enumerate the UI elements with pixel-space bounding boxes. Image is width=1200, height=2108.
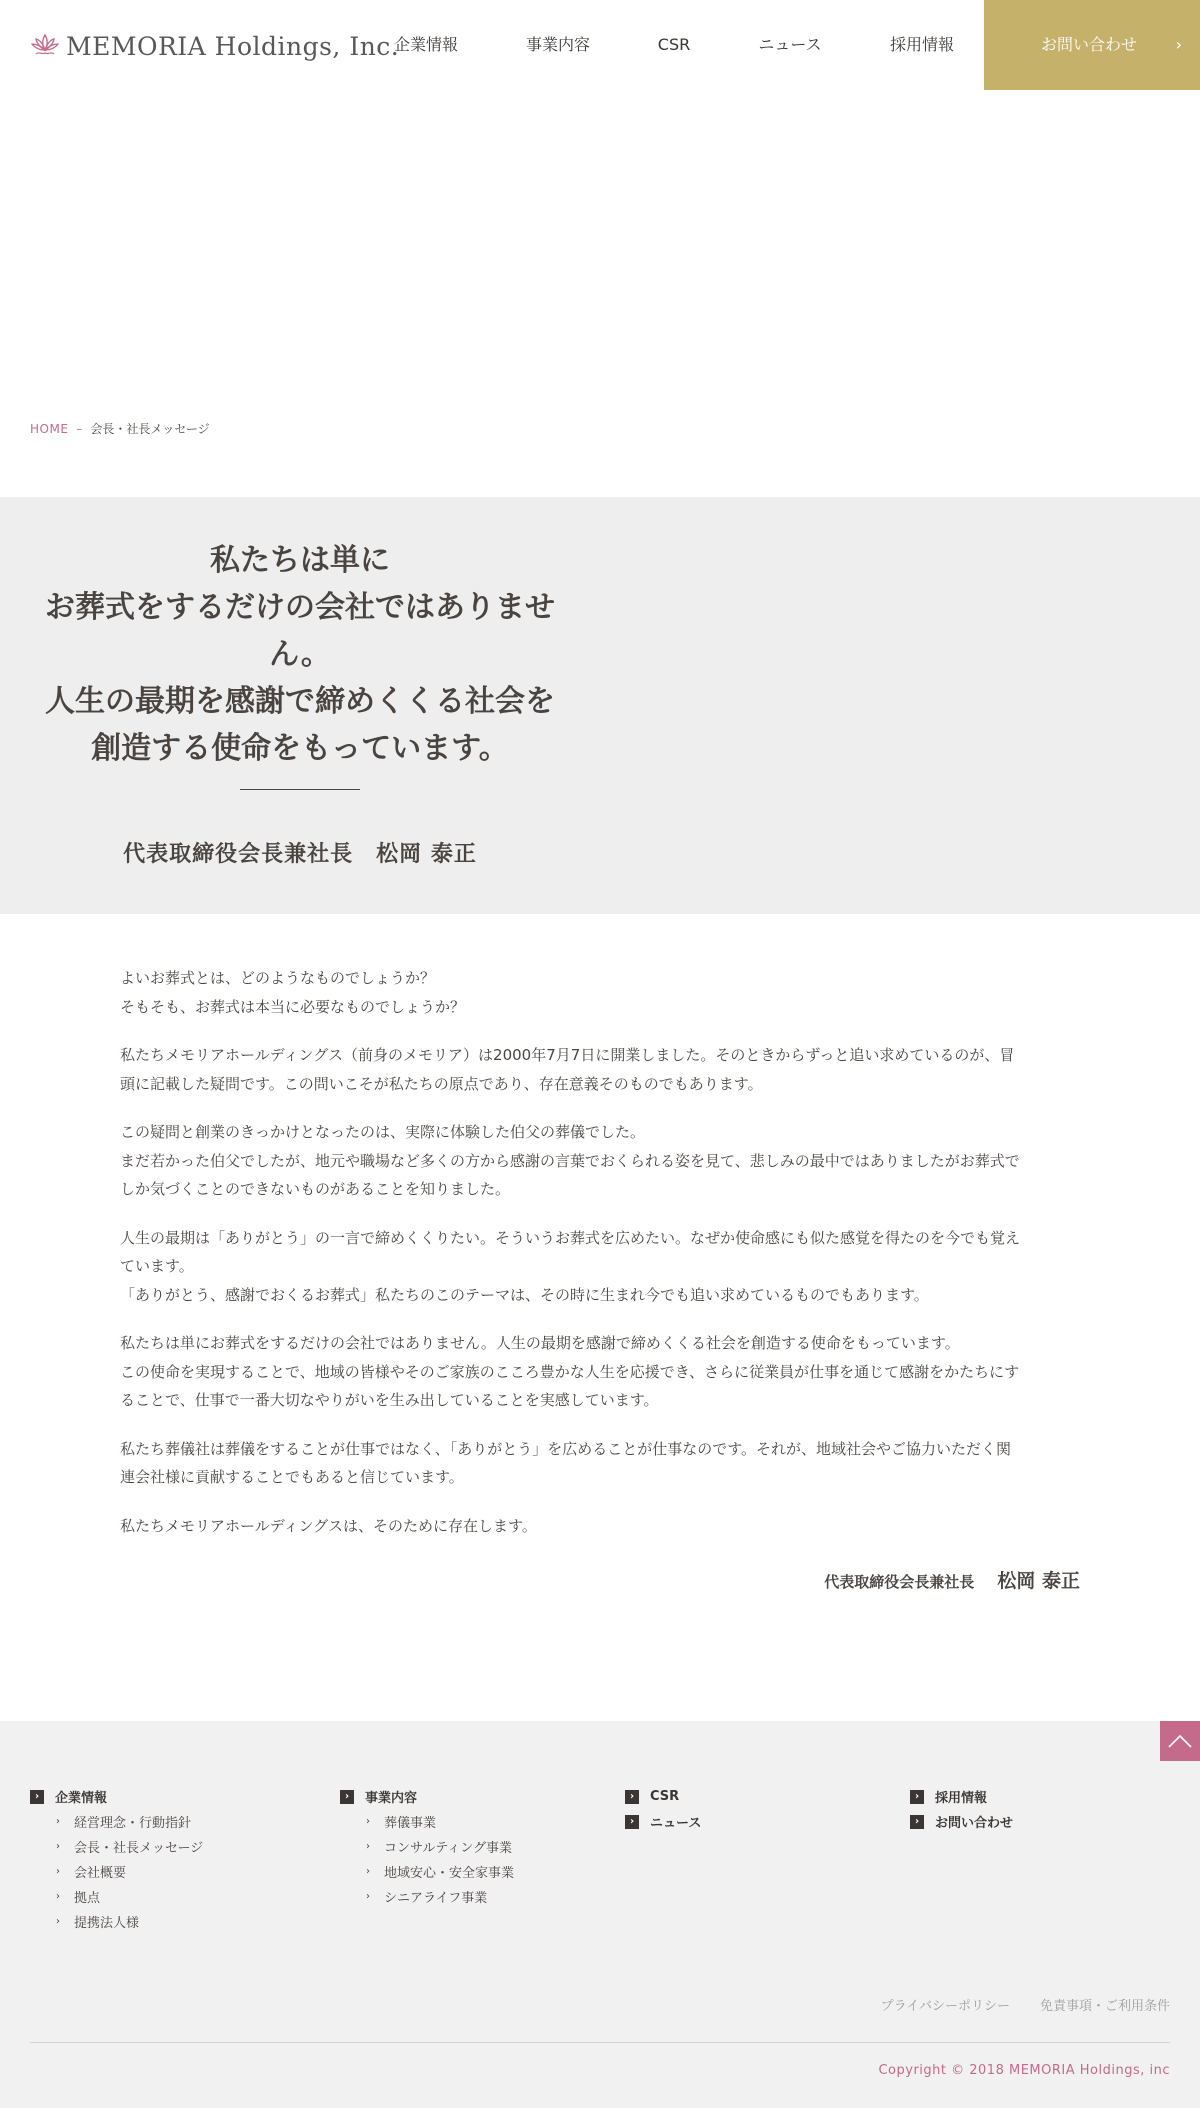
square-arrow-icon: ›	[625, 1815, 639, 1829]
breadcrumb-separator: –	[76, 421, 83, 436]
chevron-right-icon: ›	[56, 1816, 60, 1827]
footer-link-news[interactable]	[625, 1809, 701, 1834]
footer-sublink-message[interactable]	[30, 1834, 203, 1859]
global-nav	[360, 0, 988, 90]
message-line: この使命を実現することで、地域の皆様やそのご家族のこころ豊かな人生を応援でき、さらに従業員が仕事を通じて感謝をかたちにす	[120, 1362, 1020, 1381]
site-footer	[0, 1721, 1200, 2108]
nav-item-company[interactable]: 企業情報	[393, 35, 458, 54]
footer-link-company[interactable]	[30, 1784, 203, 1809]
footer-link-label: CSR	[650, 1789, 680, 1804]
hero-quote-line: ん。	[269, 637, 331, 672]
message-paragraph	[120, 1041, 1080, 1098]
logo-text: MEMORIA Holdings, Inc.	[66, 31, 400, 61]
footer-sublink-safety[interactable]	[340, 1859, 514, 1884]
footer-divider	[30, 2042, 1170, 2043]
message-line: 人生の最期は「ありがとう」の一言で締めくくりたい。そういうお葬式を広めたい。なぜか使命感にも似た感覚を得たのを今でも覚え	[120, 1228, 1021, 1247]
chevron-up-icon	[1167, 1733, 1193, 1749]
square-arrow-icon: ›	[340, 1790, 354, 1804]
page-top-button[interactable]	[1160, 1721, 1200, 1761]
contact-button[interactable]	[984, 0, 1200, 90]
footer-link-csr[interactable]	[625, 1784, 701, 1809]
footer-sublink-label: 葬儀事業	[384, 1816, 437, 1831]
footer-sublink-senior[interactable]	[340, 1884, 514, 1909]
chevron-right-icon: ›	[366, 1866, 370, 1877]
footer-link-label: 企業情報	[55, 1791, 108, 1806]
signature-role: 代表取締役会長兼社長	[824, 1573, 975, 1591]
footer-sublink-label: 会長・社長メッセージ	[74, 1841, 204, 1856]
chevron-right-icon: ›	[56, 1891, 60, 1902]
footer-column-company	[30, 1784, 203, 1934]
chevron-right-icon: ›	[56, 1866, 60, 1877]
footer-link-contact[interactable]	[910, 1809, 1013, 1834]
square-arrow-icon: ›	[910, 1815, 924, 1829]
footer-sublink-label: コンサルティング事業	[384, 1841, 513, 1856]
message-line: そもそも、お葬式は本当に必要なものでしょうか？	[120, 997, 466, 1016]
hero-quote-line: 私たちは単に	[210, 543, 390, 578]
footer-sublink-consulting[interactable]	[340, 1834, 514, 1859]
footer-sublink-label: 地域安心・安全家事業	[384, 1866, 515, 1881]
nav-item-csr[interactable]: CSR	[657, 35, 691, 54]
message-paragraph	[120, 1329, 1080, 1415]
message-paragraph	[120, 1118, 1080, 1204]
message-line: まだ若かった伯父でしたが、地元や職場など多くの方から感謝の言葉でおくられる姿を見て、悲しみの最中ではありましたがお葬式で	[120, 1151, 1020, 1170]
breadcrumb	[30, 420, 210, 437]
message-paragraph	[120, 964, 1080, 1021]
footer-sublink-label: シニアライフ事業	[384, 1891, 488, 1906]
hero-divider	[240, 789, 360, 790]
footer-sublink-funeral[interactable]	[340, 1809, 514, 1834]
message-line: 「ありがとう、感謝でおくるお葬式」私たちのこのテーマは、その時に生まれ今でも追い求めているものでもあります。	[120, 1285, 929, 1304]
breadcrumb-home-link[interactable]: HOME	[30, 421, 69, 436]
message-paragraph	[120, 1435, 1080, 1492]
footer-sublink-partners[interactable]	[30, 1909, 203, 1934]
lotus-flower-icon	[30, 32, 60, 60]
square-arrow-icon: ›	[30, 1790, 44, 1804]
nav-item-business[interactable]: 事業内容	[525, 35, 590, 54]
breadcrumb-current: 会長・社長メッセージ	[90, 422, 210, 436]
message-line: 私たち葬儀社は葬儀をすることが仕事ではなく、「ありがとう」を広めることが仕事なのです。それが、地域社会やご協力いただく関	[120, 1439, 1012, 1458]
message-line: しか気づくことのできないものがあることを知りました。	[120, 1180, 511, 1198]
footer-sublink-label: 拠点	[74, 1891, 101, 1906]
terms-link[interactable]: 免責事項・ご利用条件	[1039, 1999, 1170, 2014]
message-line: この疑問と創業のきっかけとなったのは、実際に体験した伯父の葬儀でした。	[120, 1123, 646, 1141]
contact-button-label: お問い合わせ	[1041, 35, 1138, 54]
hero-quote	[30, 537, 570, 772]
chevron-right-icon: ›	[366, 1891, 370, 1902]
privacy-policy-link[interactable]: プライバシーポリシー	[880, 1999, 1010, 2014]
chevron-right-icon: ›	[366, 1841, 370, 1852]
footer-link-label: 事業内容	[365, 1791, 418, 1806]
message-signature	[120, 1566, 1080, 1593]
square-arrow-icon: ›	[625, 1790, 639, 1804]
message-line: 私たちメモリアホールディングス（前身のメモリア）は2000年7月7日に開業しました。そのときからずっと追い求めているのが、冒	[120, 1046, 1015, 1064]
square-arrow-icon: ›	[910, 1790, 924, 1804]
footer-link-label: ニュース	[650, 1816, 702, 1831]
footer-sublink-label: 会社概要	[74, 1866, 127, 1881]
message-line: よいお葬式とは、どのようなものでしょうか？	[120, 969, 436, 987]
message-body	[120, 964, 1080, 1560]
footer-column-csr-news	[625, 1784, 701, 1834]
nav-item-news[interactable]: ニュース	[758, 35, 822, 54]
footer-column-business	[340, 1784, 514, 1909]
footer-link-label: 採用情報	[935, 1791, 988, 1806]
chevron-right-icon: ›	[56, 1916, 60, 1927]
hero-signature: 代表取締役会長兼社長 松岡 泰正	[123, 842, 477, 867]
site-logo[interactable]	[30, 30, 399, 62]
site-header	[0, 0, 1200, 90]
chevron-right-icon: ›	[1175, 35, 1182, 54]
message-paragraph	[120, 1224, 1080, 1310]
footer-link-label: お問い合わせ	[935, 1816, 1014, 1831]
footer-sublink-overview[interactable]	[30, 1859, 203, 1884]
chevron-right-icon: ›	[56, 1841, 60, 1852]
footer-sublink-locations[interactable]	[30, 1884, 203, 1909]
message-line: 頭に記載した疑問です。この問いこそが私たちの原点であり、存在意義そのものでもあります。	[120, 1074, 763, 1093]
footer-column-recruit-contact	[910, 1784, 1013, 1834]
message-line: ることで、仕事で一番大切なやりがいを生み出していることを実感しています。	[120, 1391, 659, 1409]
hero-quote-line: お葬式をするだけの会社ではありませ	[45, 590, 555, 625]
nav-item-recruit[interactable]: 採用情報	[889, 35, 954, 54]
footer-sublink-label: 提携法人様	[74, 1916, 140, 1931]
footer-link-business[interactable]	[340, 1784, 514, 1809]
hero-quote-line: 創造する使命をもっています。	[91, 731, 509, 766]
message-hero	[0, 497, 1200, 914]
footer-link-recruit[interactable]	[910, 1784, 1013, 1809]
hero-quote-line: 人生の最期を感謝で締めくくる社会を	[45, 684, 555, 719]
message-line: 私たちは単にお葬式をするだけの会社ではありません。人生の最期を感謝で締めくくる社会を創造する使命をもっています。	[120, 1334, 960, 1352]
footer-sublink-philosophy[interactable]	[30, 1809, 203, 1834]
footer-legal-links	[851, 1995, 1170, 2014]
footer-sublink-label: 経営理念・行動指針	[74, 1816, 192, 1831]
copyright: Copyright © 2018 MEMORIA Holdings, inc	[878, 2063, 1170, 2078]
chevron-right-icon: ›	[366, 1816, 370, 1827]
message-line: 連会社様に貢献することでもあると信じています。	[120, 1468, 464, 1486]
signature-name: 松岡 泰正	[997, 1570, 1080, 1592]
message-line: ています。	[120, 1257, 194, 1275]
message-paragraph	[120, 1512, 1080, 1541]
message-line: 私たちメモリアホールディングスは、そのために存在します。	[120, 1516, 537, 1535]
